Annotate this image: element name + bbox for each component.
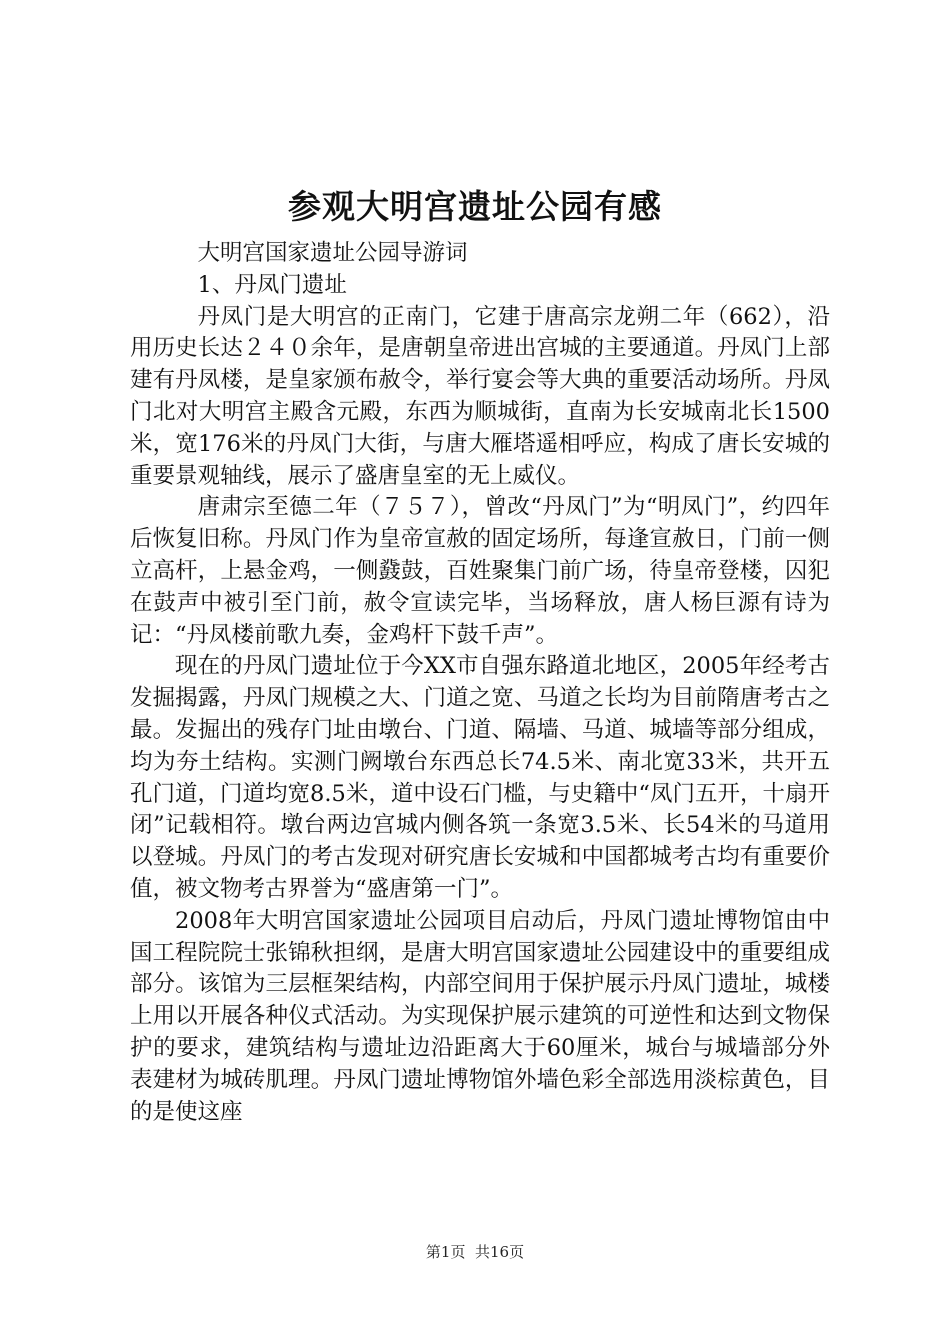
page-footer [0,1242,950,1262]
document-subtitle: 大明宫国家遗址公园导游词 [197,240,468,266]
paragraph: 2008年大明宫国家遗址公园项目启动后，丹凤门遗址博物馆由中国工程院院士张锦秋担纲，是唐大明宫国家遗址公园建设中的重要组成部分。该馆为三层框架结构，内部空间用于保护展示丹凤门遗址，城楼上用以开展各种仪式活动。为实现保护展示建筑的可逆性和达到文物保护的要求，建筑结构与遗址边沿距离大于60厘米，城台与城墙部分外表建材为城砖肌理。丹凤门遗址博物馆外墙色彩全部选用淡棕黄色，目的是使这座 [130,907,830,1125]
page-total: 共16页 [475,1243,525,1261]
paragraph: 现在的丹凤门遗址位于今XX市自强东路道北地区，2005年经考古发掘揭露，丹凤门规模之大、门道之宽、马道之长均为目前隋唐考古之最。发掘出的残存门址由墩台、门道、隔墙、马道、城墙等部分组成，均为夯土结构。实测门阙墩台东西总长74.5米、南北宽33米，共开五孔门道，门道均宽8.5米，道中设石门槛，与史籍中“凤门五开，十扇开闭”记载相符。墩台两边宫城内侧各筑一条宽3.5米、长54米的马道用以登城。丹凤门的考古发现对研究唐长安城和中国都城考古均有重要价值，被文物考古界誉为“盛唐第一门”。 [130,653,830,902]
document-body [130,238,830,1128]
section-heading: 1、丹凤门遗址 [197,271,347,298]
paragraph: 丹凤门是大明宫的正南门，它建于唐高宗龙朔二年（662），沿用历史长达２４０余年，是唐朝皇帝进出宫城的主要通道。丹凤门上部建有丹凤楼，是皇家颁布赦令，举行宴会等大典的重要活动场所。丹凤门北对大明宫主殿含元殿，东西为顺城街，直南为长安城南北长1500米，宽176米的丹凤门大街，与唐大雁塔遥相呼应，构成了唐长安城的重要景观轴线，展示了盛唐皇室的无上威仪。 [130,303,830,489]
paragraph: 唐肃宗至德二年（７５７），曾改“丹凤门”为“明凤门”，约四年后恢复旧称。丹凤门作为皇帝宣赦的固定场所，每逢宣赦日，门前一侧立高杆，上悬金鸡，一侧鼗鼓，百姓聚集门前广场，待皇帝登楼，囚犯在鼓声中被引至门前，赦令宣读完毕，当场释放，唐人杨巨源有诗为记：“丹凤楼前歌九奏，金鸡杆下鼓千声”。 [130,494,830,648]
page-number: 第1页 [425,1243,466,1261]
document-title: 参观大明宫遗址公园有感 [288,187,662,226]
